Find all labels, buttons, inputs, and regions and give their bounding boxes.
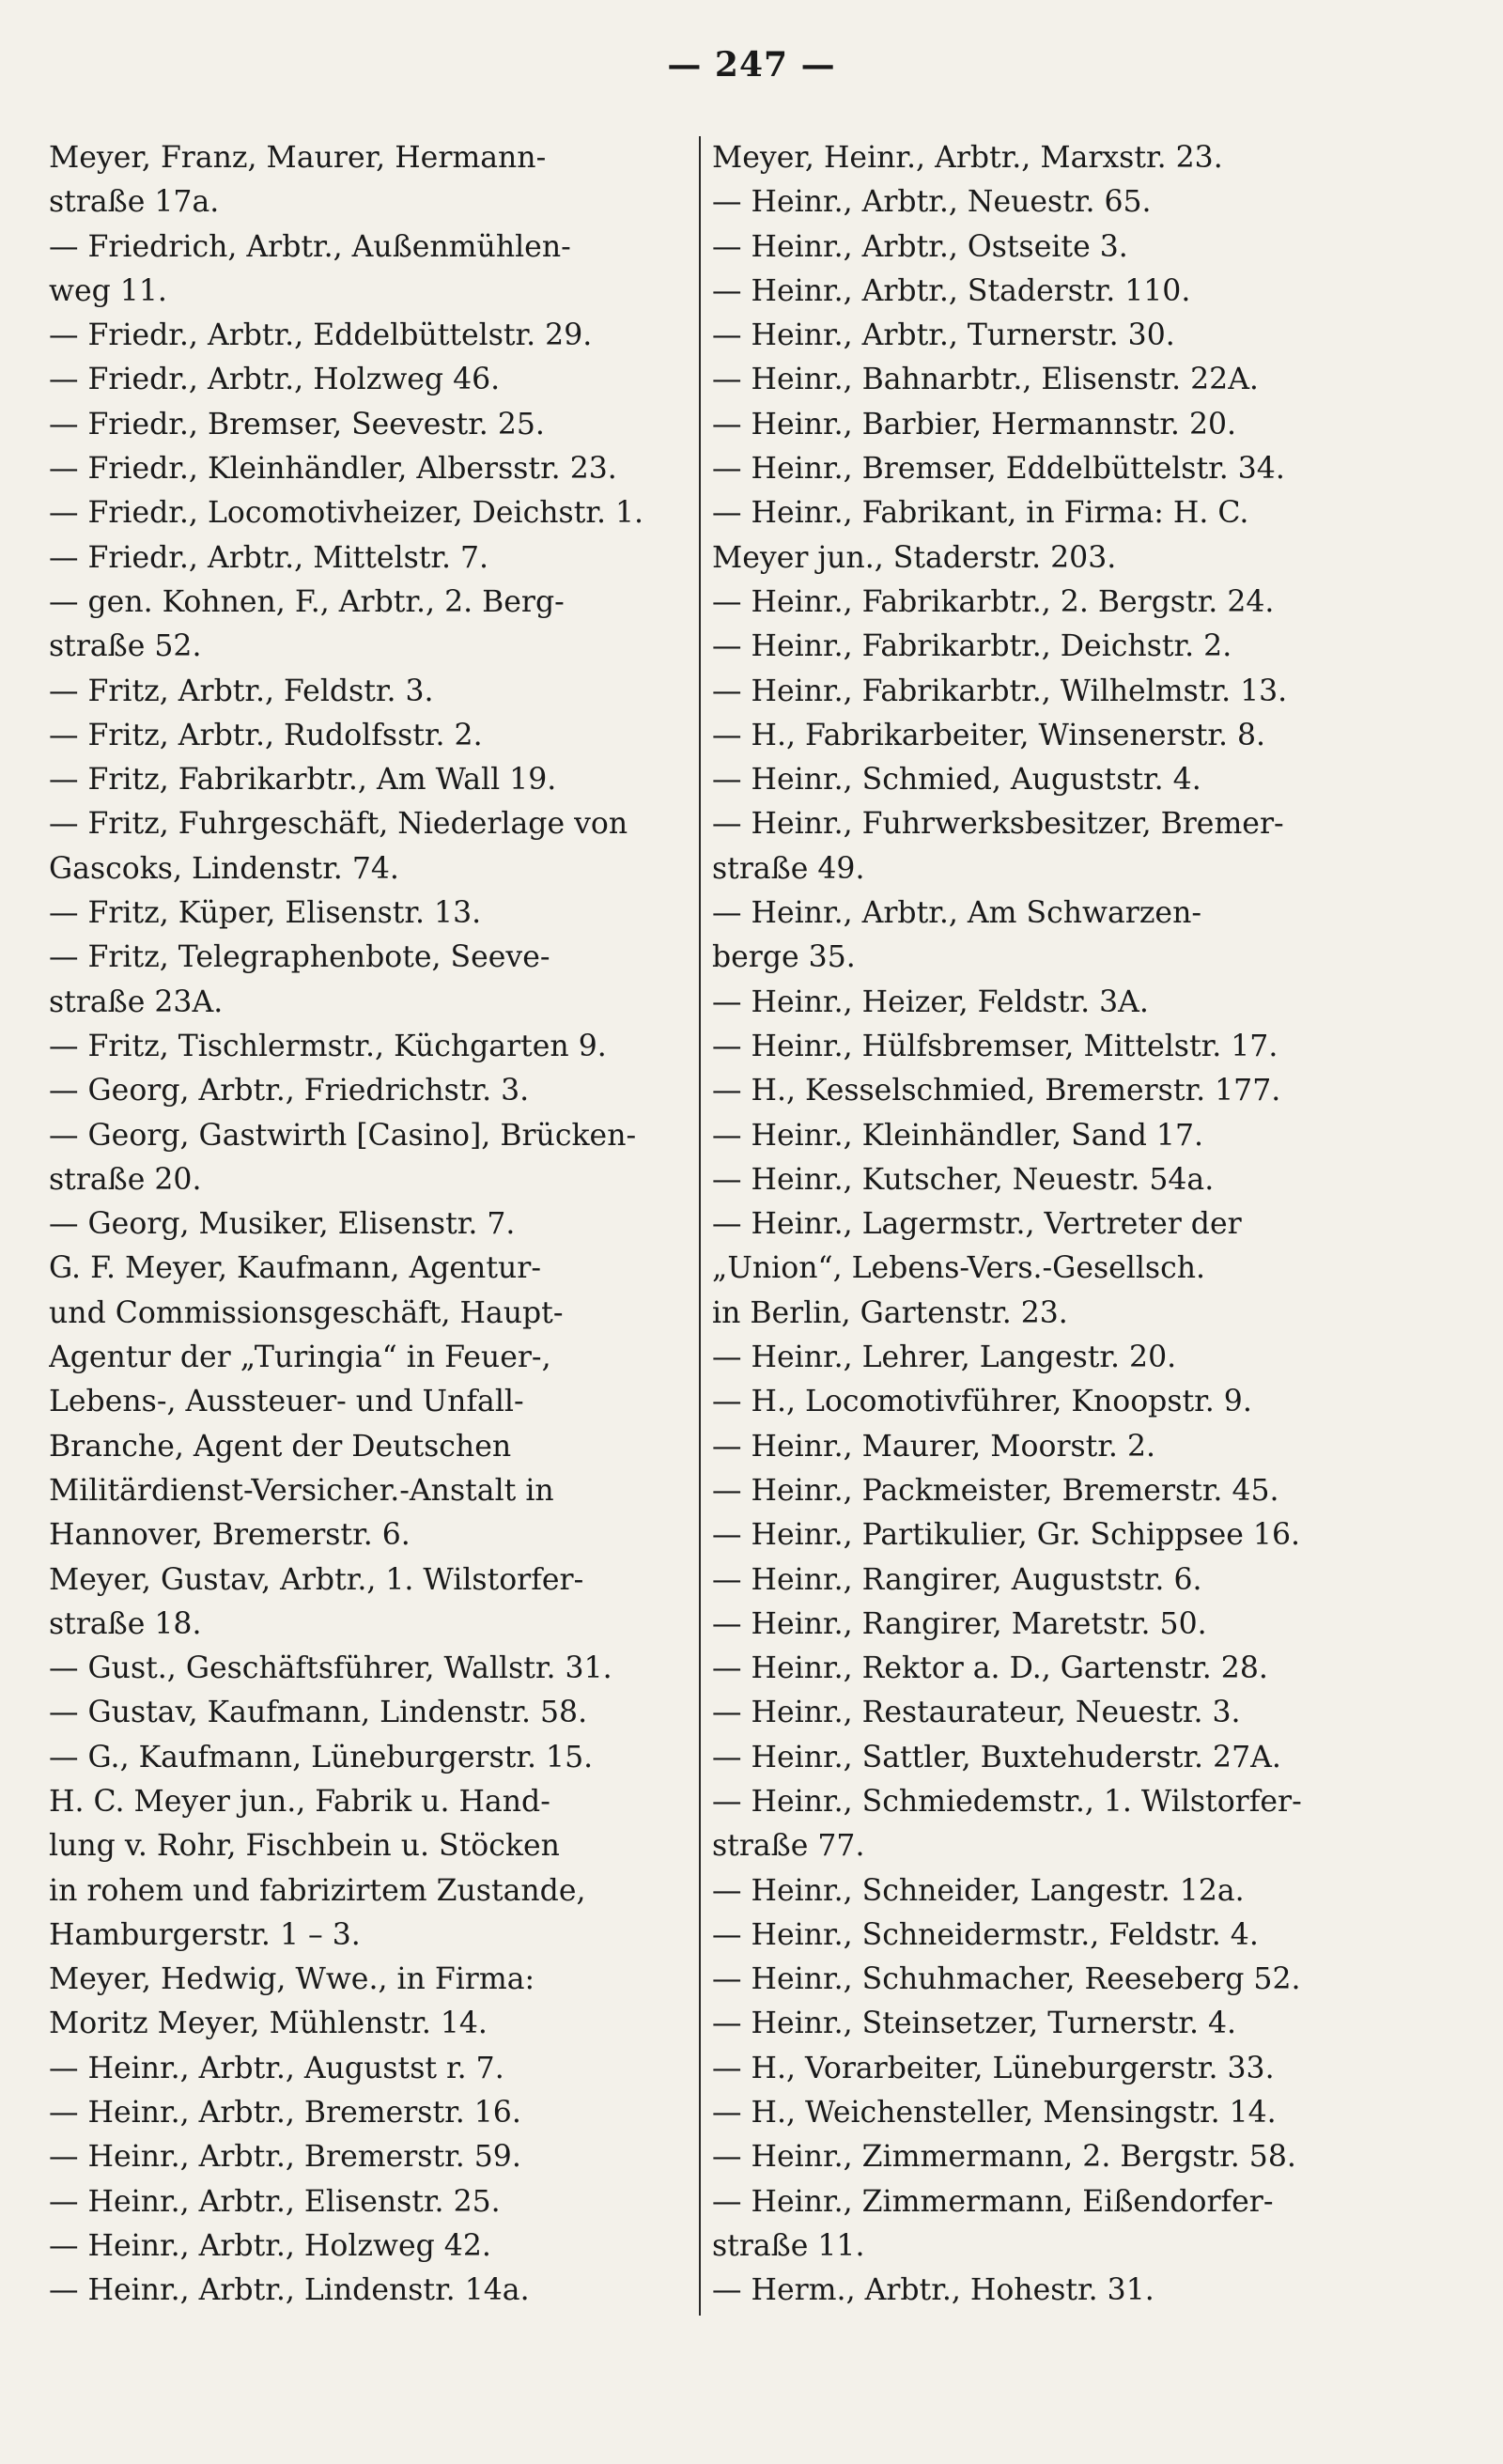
directory-line: — Fritz, Fuhrgeschäft, Niederlage von [49,807,628,842]
directory-line: — Heinr., Rektor a. D., Gartenstr. 28. [712,1651,1268,1686]
directory-line: — Heinr., Arbtr., Staderstr. 110. [712,273,1191,308]
directory-line: in rohem und fabrizirtem Zustande, [49,1873,586,1908]
directory-line: — Heinr., Schmied, Auguststr. 4. [712,763,1201,798]
directory-line: — Georg, Arbtr., Friedrichstr. 3. [49,1074,530,1108]
directory-line: — Fritz, Arbtr., Rudolfsstr. 2. [49,718,483,752]
directory-line: — Heinr., Rangirer, Auguststr. 6. [712,1562,1202,1597]
column-divider [699,136,701,2316]
directory-line: — Heinr., Barbier, Hermannstr. 20. [712,407,1237,442]
directory-line: — Georg, Musiker, Elisenstr. 7. [49,1207,516,1242]
directory-line: — Fritz, Tischlermstr., Küchgarten 9. [49,1029,607,1063]
directory-line: — G., Kaufmann, Lüneburgerstr. 15. [49,1740,594,1774]
directory-line: straße 49. [712,851,865,886]
directory-line: — H., Kesselschmied, Bremerstr. 177. [712,1074,1281,1108]
directory-line: — Heinr., Steinsetzer, Turnerstr. 4. [712,2007,1237,2041]
directory-line: — Heinr., Arbtr., Holzweg 42. [49,2228,491,2263]
directory-line: — Heinr., Arbtr., Ostseite 3. [712,229,1128,264]
directory-line: — Friedr., Arbtr., Mittelstr. 7. [49,540,489,575]
directory-line: — Heinr., Fabrikarbtr., Deichstr. 2. [712,629,1232,664]
directory-line: straße 11. [712,2228,865,2263]
directory-line: — Friedr., Arbtr., Eddelbüttelstr. 29. [49,318,593,353]
directory-line: — Heinr., Arbtr., Lindenstr. 14a. [49,2273,530,2308]
directory-line: — Gust., Geschäftsführer, Wallstr. 31. [49,1651,612,1686]
directory-line: — Heinr., Zimmermann, 2. Bergstr. 58. [712,2140,1296,2175]
directory-line: straße 77. [712,1829,865,1864]
directory-line: — Friedr., Kleinhändler, Albersstr. 23. [49,452,617,487]
directory-line: — Georg, Gastwirth [Casino], Brücken- [49,1118,637,1153]
directory-line: — Heinr., Arbtr., Turnerstr. 30. [712,318,1175,353]
directory-line: Hannover, Bremerstr. 6. [49,1518,411,1553]
directory-line: Agentur der „Turingia“ in Feuer-, [49,1340,551,1375]
directory-line: — Heinr., Arbtr., Elisenstr. 25. [49,2184,501,2219]
directory-line: — H., Vorarbeiter, Lüneburgerstr. 33. [712,2051,1275,2085]
directory-line: Meyer, Gustav, Arbtr., 1. Wilstorfer- [49,1562,584,1597]
directory-line: — gen. Kohnen, F., Arbtr., 2. Berg- [49,584,565,619]
directory-line: — Friedr., Locomotivheizer, Deichstr. 1. [49,496,644,531]
directory-line: — Heinr., Arbtr., Neuestr. 65. [712,185,1152,220]
directory-line: straße 52. [49,629,202,664]
directory-line: — H., Weichensteller, Mensingstr. 14. [712,2096,1277,2131]
right-column [712,136,1370,2314]
directory-line: Meyer, Franz, Maurer, Hermann- [49,141,547,175]
directory-line: — Heinr., Fabrikant, in Firma: H. C. [712,496,1249,531]
directory-line: weg 11. [49,273,167,308]
directory-line: — Heinr., Lagermstr., Vertreter der [712,1207,1242,1242]
directory-line: — Heinr., Sattler, Buxtehuderstr. 27A. [712,1740,1281,1774]
directory-line: Gascoks, Lindenstr. 74. [49,851,399,886]
directory-line: — Heinr., Arbtr., Bremerstr. 59. [49,2140,521,2175]
directory-line: — Heinr., Schuhmacher, Reeseberg 52. [712,1962,1301,1997]
directory-line: — Heinr., Maurer, Moorstr. 2. [712,1429,1156,1464]
directory-line: straße 17a. [49,185,220,220]
directory-line: — Fritz, Küper, Elisenstr. 13. [49,896,482,931]
directory-line: — Heinr., Bremser, Eddelbüttelstr. 34. [712,452,1285,487]
directory-line: lung v. Rohr, Fischbein u. Stöcken [49,1829,560,1864]
directory-line: — Heinr., Heizer, Feldstr. 3A. [712,984,1149,1019]
directory-line: — H., Fabrikarbeiter, Winsenerstr. 8. [712,718,1266,752]
directory-line: — Heinr., Kleinhändler, Sand 17. [712,1118,1204,1153]
directory-line: und Commissionsgeschäft, Haupt- [49,1295,564,1330]
directory-line: — Friedrich, Arbtr., Außenmühlen- [49,229,571,264]
directory-line: — H., Locomotivführer, Knoopstr. 9. [712,1385,1252,1419]
directory-line: — Heinr., Restaurateur, Neuestr. 3. [712,1696,1241,1730]
page-number: — 247 — [667,45,836,85]
directory-line: — Heinr., Schmiedemstr., 1. Wilstorfer- [712,1784,1302,1819]
directory-line: — Friedr., Bremser, Seevestr. 25. [49,407,545,442]
directory-line: Meyer jun., Staderstr. 203. [712,540,1117,575]
directory-line: — Fritz, Arbtr., Feldstr. 3. [49,674,434,708]
directory-line: — Heinr., Zimmermann, Eißendorfer- [712,2184,1274,2219]
directory-line: — Heinr., Fabrikarbtr., 2. Bergstr. 24. [712,584,1275,619]
directory-line: — Heinr., Fabrikarbtr., Wilhelmstr. 13. [712,674,1288,708]
directory-line: Lebens-, Aussteuer- und Unfall- [49,1385,524,1419]
directory-line: — Herm., Arbtr., Hohestr. 31. [712,2273,1154,2308]
directory-line: Moritz Meyer, Mühlenstr. 14. [49,2007,488,2041]
directory-line: — Heinr., Hülfsbremser, Mittelstr. 17. [712,1029,1278,1063]
directory-line: berge 35. [712,940,856,975]
directory-line: — Heinr., Arbtr., Bremerstr. 16. [49,2096,521,2131]
directory-line: Hamburgerstr. 1 – 3. [49,1917,361,1952]
directory-line: „Union“, Lebens-Vers.-Gesellsch. [712,1251,1206,1286]
directory-line: — Heinr., Kutscher, Neuestr. 54a. [712,1162,1215,1197]
directory-line: — Heinr., Rangirer, Maretstr. 50. [712,1606,1207,1641]
directory-line: Militärdienst-Versicher.-Anstalt in [49,1473,554,1508]
directory-line: — Fritz, Fabrikarbtr., Am Wall 19. [49,763,557,798]
directory-line: Branche, Agent der Deutschen [49,1429,512,1464]
directory-line: H. C. Meyer jun., Fabrik u. Hand- [49,1784,550,1819]
directory-line: — Heinr., Fuhrwerksbesitzer, Bremer- [712,807,1284,842]
directory-line: Meyer, Heinr., Arbtr., Marxstr. 23. [712,141,1223,175]
directory-line: — Friedr., Arbtr., Holzweg 46. [49,363,501,397]
directory-line: — Heinr., Schneider, Langestr. 12a. [712,1873,1245,1908]
directory-line: — Heinr., Bahnarbtr., Elisenstr. 22A. [712,363,1259,397]
directory-line: — Gustav, Kaufmann, Lindenstr. 58. [49,1696,588,1730]
directory-line: in Berlin, Gartenstr. 23. [712,1295,1068,1330]
directory-line: straße 20. [49,1162,202,1197]
left-column [49,136,706,2314]
directory-line: — Heinr., Schneidermstr., Feldstr. 4. [712,1917,1259,1952]
directory-line: Meyer, Hedwig, Wwe., in Firma: [49,1962,535,1997]
directory-line: — Heinr., Partikulier, Gr. Schippsee 16. [712,1518,1301,1553]
directory-line: straße 18. [49,1606,202,1641]
directory-line: — Heinr., Arbtr., Am Schwarzen- [712,896,1201,931]
directory-line: — Heinr., Lehrer, Langestr. 20. [712,1340,1177,1375]
directory-line: — Heinr., Arbtr., Augustst r. 7. [49,2051,504,2085]
directory-line: straße 23A. [49,984,224,1019]
directory-line: — Heinr., Packmeister, Bremerstr. 45. [712,1473,1279,1508]
directory-line: — Fritz, Telegraphenbote, Seeve- [49,940,550,975]
directory-line: G. F. Meyer, Kaufmann, Agentur- [49,1251,541,1286]
